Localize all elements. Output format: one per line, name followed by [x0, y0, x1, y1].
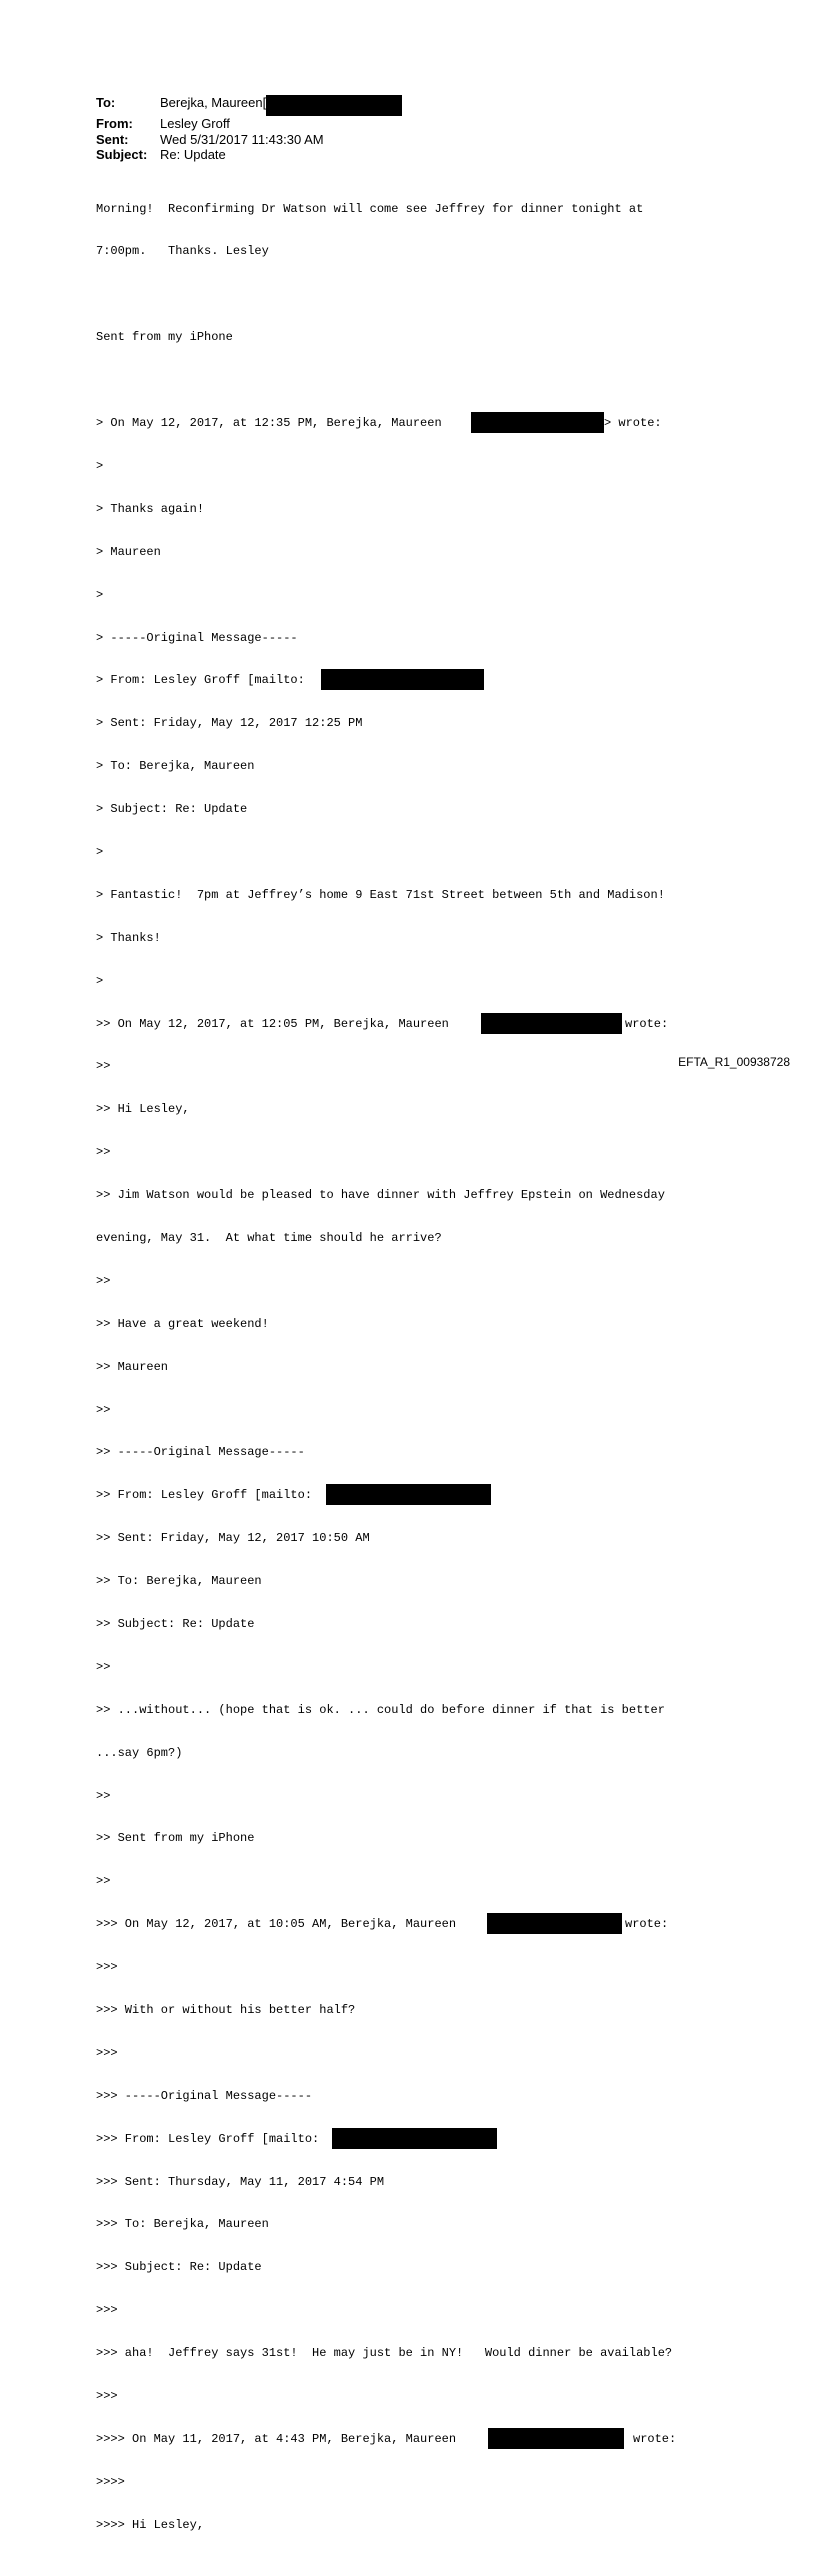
redaction-box [471, 412, 604, 433]
body-line: > -----Original Message----- [96, 630, 298, 645]
subject-label: Subject: [96, 147, 148, 162]
body-line-redacted [96, 1488, 672, 1502]
email-body [96, 173, 677, 2561]
body-line [96, 373, 672, 387]
subject-value: Re: Update [160, 147, 226, 162]
body-line: >> -----Original Message----- [96, 1445, 305, 1460]
body-line: > Sent: Friday, May 12, 2017 12:25 PM [96, 716, 363, 731]
to-row [96, 95, 402, 116]
redaction-box [326, 1484, 491, 1505]
body-line: Morning! Reconfirming Dr Watson will come see Jeffrey for dinner tonight at [96, 201, 644, 216]
body-line: >> [96, 1788, 111, 1803]
body-line: evening, May 31. At what time should he arrive? [96, 1230, 442, 1245]
body-line-redacted [96, 2132, 672, 2146]
body-line: > [96, 587, 104, 602]
body-line-text: >> From: Lesley Groff [mailto: [96, 1488, 313, 1503]
body-line: >> [96, 1273, 111, 1288]
body-line: >>> [96, 2045, 118, 2060]
body-line: >>> [96, 1960, 118, 1975]
body-line: >>> With or without his better half? [96, 2003, 356, 2017]
body-line: >>> [96, 2389, 118, 2404]
wrote-text: > wrote: [604, 416, 662, 431]
sent-label: Sent: [96, 131, 129, 147]
body-line: >>>> [96, 2474, 125, 2489]
from-row [96, 116, 402, 132]
quote-header-line [96, 416, 672, 430]
from-label: From: [96, 116, 133, 131]
body-line: > [96, 973, 104, 988]
body-line: >> Have a great weekend! [96, 1316, 269, 1331]
redaction-box [266, 95, 402, 116]
quote-header-line [96, 2431, 677, 2446]
body-line-text: > From: Lesley Groff [mailto: [96, 673, 305, 688]
body-line: >> Sent from my iPhone [96, 1831, 255, 1846]
from-value: Lesley Groff [160, 116, 230, 131]
body-line: >> [96, 1402, 111, 1417]
document-id-footer: EFTA_R1_00938728 [678, 1055, 790, 1069]
body-line: >> Maureen [96, 1359, 169, 1374]
wrote-text: wrote: [633, 2431, 677, 2446]
body-line: ...say 6pm?) [96, 1745, 183, 1760]
body-line: > To: Berejka, Maureen [96, 759, 255, 774]
body-line: >> Subject: Re: Update [96, 1616, 255, 1631]
body-line-text: > On May 12, 2017, at 12:35 PM, Berejka, Maureen [96, 416, 442, 431]
to-label: To: [96, 95, 116, 110]
body-line: 7:00pm. Thanks. Lesley [96, 244, 269, 259]
body-line: >>> Subject: Re: Update [96, 2260, 262, 2275]
redaction-box [487, 1913, 622, 1934]
body-line: > Subject: Re: Update [96, 802, 248, 817]
body-line: >>> To: Berejka, Maureen [96, 2217, 269, 2232]
body-line: >> [96, 1874, 111, 1889]
body-line-text: >>> On May 12, 2017, at 10:05 AM, Berejka, Maureen [96, 1917, 457, 1932]
body-line [96, 287, 672, 301]
redaction-box [332, 2128, 497, 2149]
email-header [96, 95, 402, 163]
body-line-text: >>>> On May 11, 2017, at 4:43 PM, Berejka, Maureen [96, 2431, 457, 2446]
body-line: > Thanks again! [96, 501, 205, 516]
body-line: >> Hi Lesley, [96, 1102, 190, 1117]
body-line: >> [96, 1659, 111, 1674]
body-line: >>> Sent: Thursday, May 11, 2017 4:54 PM [96, 2174, 385, 2189]
body-line-text: >> On May 12, 2017, at 12:05 PM, Berejka, Maureen [96, 1016, 449, 1031]
quote-header-line [96, 1017, 672, 1031]
redaction-box [488, 2428, 624, 2449]
body-line: >>> [96, 2303, 118, 2318]
sent-row [96, 132, 402, 148]
body-line-text: >>> From: Lesley Groff [mailto: [96, 2131, 320, 2146]
body-line: > [96, 458, 104, 473]
redaction-box [321, 669, 484, 690]
body-line: >>>> Hi Lesley, [96, 2517, 205, 2532]
wrote-text: wrote: [625, 1016, 669, 1031]
sent-value: Wed 5/31/2017 11:43:30 AM [160, 131, 324, 147]
redaction-box [481, 1013, 622, 1034]
body-line: >> Sent: Friday, May 12, 2017 10:50 AM [96, 1531, 370, 1546]
body-line: >>> aha! Jeffrey says 31st! He may just be in NY! Would dinner be available? [96, 2346, 673, 2361]
body-line: > Fantastic! 7pm at Jeffrey’s home 9 East 71st Street between 5th and Madison! [96, 887, 665, 902]
body-line: >> Jim Watson would be pleased to have dinner with Jeffrey Epstein on Wednesday [96, 1188, 665, 1203]
body-line: > Maureen [96, 544, 161, 559]
body-line-redacted [96, 673, 672, 687]
body-line: >> [96, 1059, 111, 1074]
body-line: > Thanks! [96, 930, 161, 945]
subject-row [96, 147, 402, 163]
quote-header-line [96, 1917, 672, 1931]
to-value: Berejka, Maureen[ [160, 95, 267, 110]
body-line: >>> -----Original Message----- [96, 2088, 313, 2103]
body-line: >> To: Berejka, Maureen [96, 1574, 262, 1589]
body-line: Sent from my iPhone [96, 330, 233, 345]
body-line: > [96, 844, 104, 859]
body-line: >> [96, 1145, 111, 1160]
body-line: >> ...without... (hope that is ok. ... could do before dinner if that is better [96, 1702, 665, 1717]
wrote-text: wrote: [625, 1917, 669, 1932]
